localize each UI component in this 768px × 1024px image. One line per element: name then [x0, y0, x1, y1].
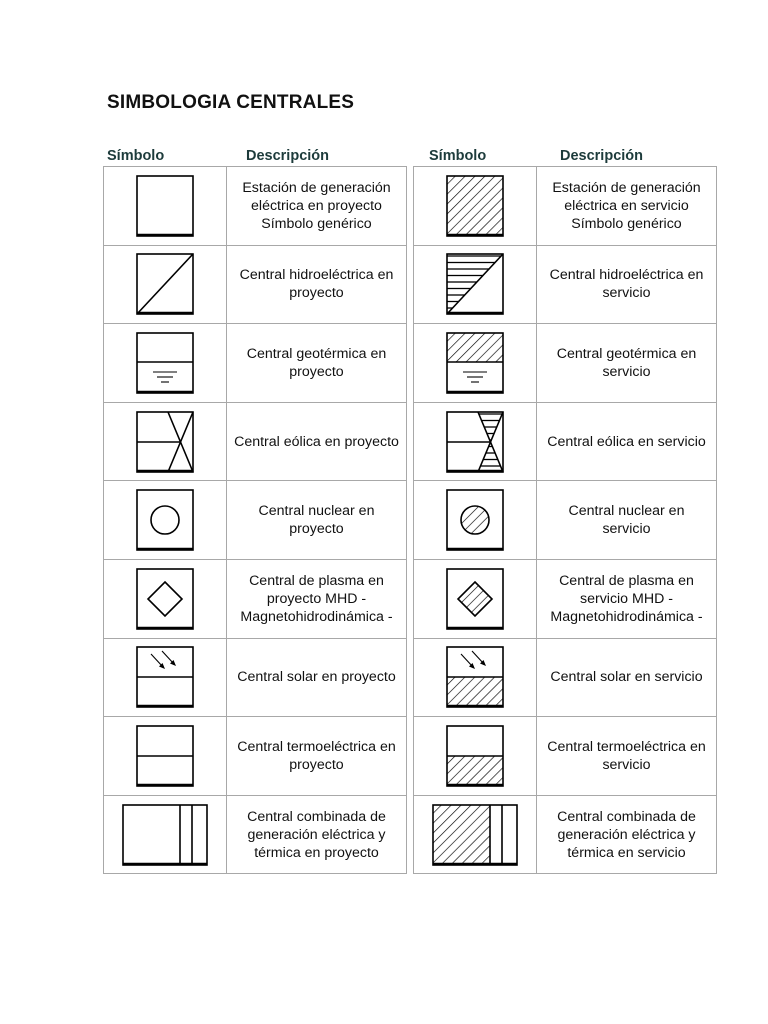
table-row: [414, 167, 717, 246]
table-row: [104, 245, 407, 324]
table-row: [414, 402, 717, 481]
description-cell: Estación de generación eléctrica en proyecto Símbolo genérico: [227, 167, 407, 246]
description-cell: Central solar en servicio: [537, 638, 717, 717]
hydroelectric-hatched-icon: [446, 253, 504, 315]
symbol-cell: [414, 638, 537, 717]
generic-plant-hatched-icon: [446, 175, 504, 237]
solar-icon: [136, 646, 194, 708]
description-cell: Central hidroeléctrica en proyecto: [227, 245, 407, 324]
hydroelectric-icon: [136, 253, 194, 315]
geothermal-hatched-icon: [446, 332, 504, 394]
symbol-cell: [414, 559, 537, 638]
description-cell: Central combinada de generación eléctrica y térmica en servicio: [537, 795, 717, 874]
table-row: [414, 324, 717, 403]
symbol-table-servicio: [413, 166, 717, 874]
symbol-cell: [414, 481, 537, 560]
table-row: [104, 481, 407, 560]
description-cell: Central termoeléctrica en servicio: [537, 717, 717, 796]
wind-hatched-icon: [446, 411, 504, 473]
description-cell: Central geotérmica en servicio: [537, 324, 717, 403]
description-cell: Central nuclear en proyecto: [227, 481, 407, 560]
symbol-cell: [104, 167, 227, 246]
symbol-cell: [414, 245, 537, 324]
table-row: [104, 717, 407, 796]
table-row: [104, 795, 407, 874]
table-row: [414, 717, 717, 796]
header-symbol-left: Símbolo: [107, 148, 165, 164]
plasma-mhd-hatched-icon: [446, 568, 504, 630]
symbol-cell: [104, 324, 227, 403]
table-row: [104, 167, 407, 246]
header-symbol-right: Símbolo: [429, 148, 487, 164]
description-cell: Central geotérmica en proyecto: [227, 324, 407, 403]
page-title: SIMBOLOGIA CENTRALES: [107, 92, 355, 113]
symbol-cell: [104, 559, 227, 638]
symbol-cell: [414, 402, 537, 481]
description-cell: Central termoeléctrica en proyecto: [227, 717, 407, 796]
description-cell: Central de plasma en servicio MHD - Magnetohidrodinámica -: [537, 559, 717, 638]
description-cell: Central de plasma en proyecto MHD - Magnetohidrodinámica -: [227, 559, 407, 638]
description-cell: Central solar en proyecto: [227, 638, 407, 717]
solar-hatched-icon: [446, 646, 504, 708]
description-cell: Central hidroeléctrica en servicio: [537, 245, 717, 324]
symbol-cell: [104, 717, 227, 796]
header-description-right: Descripción: [560, 148, 643, 164]
combined-cycle-hatched-icon: [432, 804, 518, 866]
description-cell: Central eólica en servicio: [537, 402, 717, 481]
header-description-left: Descripción: [246, 148, 329, 164]
generic-plant-icon: [136, 175, 194, 237]
symbol-table-proyecto: [103, 166, 407, 874]
table-row: [414, 559, 717, 638]
symbol-cell: [414, 795, 537, 874]
symbol-cell: [104, 481, 227, 560]
table-row: [414, 245, 717, 324]
nuclear-hatched-icon: [446, 489, 504, 551]
geothermal-icon: [136, 332, 194, 394]
description-cell: Central eólica en proyecto: [227, 402, 407, 481]
symbol-cell: [104, 795, 227, 874]
table-row: [414, 481, 717, 560]
symbol-cell: [104, 402, 227, 481]
thermoelectric-icon: [136, 725, 194, 787]
combined-cycle-icon: [122, 804, 208, 866]
table-row: [104, 559, 407, 638]
table-row: [414, 795, 717, 874]
description-cell: Central nuclear en servicio: [537, 481, 717, 560]
symbol-cell: [414, 167, 537, 246]
wind-icon: [136, 411, 194, 473]
thermoelectric-hatched-icon: [446, 725, 504, 787]
description-cell: Estación de generación eléctrica en servicio Símbolo genérico: [537, 167, 717, 246]
nuclear-icon: [136, 489, 194, 551]
table-row: [104, 324, 407, 403]
table-row: [414, 638, 717, 717]
table-row: [104, 402, 407, 481]
symbol-cell: [414, 717, 537, 796]
symbol-cell: [414, 324, 537, 403]
symbol-cell: [104, 638, 227, 717]
description-cell: Central combinada de generación eléctrica y térmica en proyecto: [227, 795, 407, 874]
plasma-mhd-icon: [136, 568, 194, 630]
table-row: [104, 638, 407, 717]
symbol-cell: [104, 245, 227, 324]
